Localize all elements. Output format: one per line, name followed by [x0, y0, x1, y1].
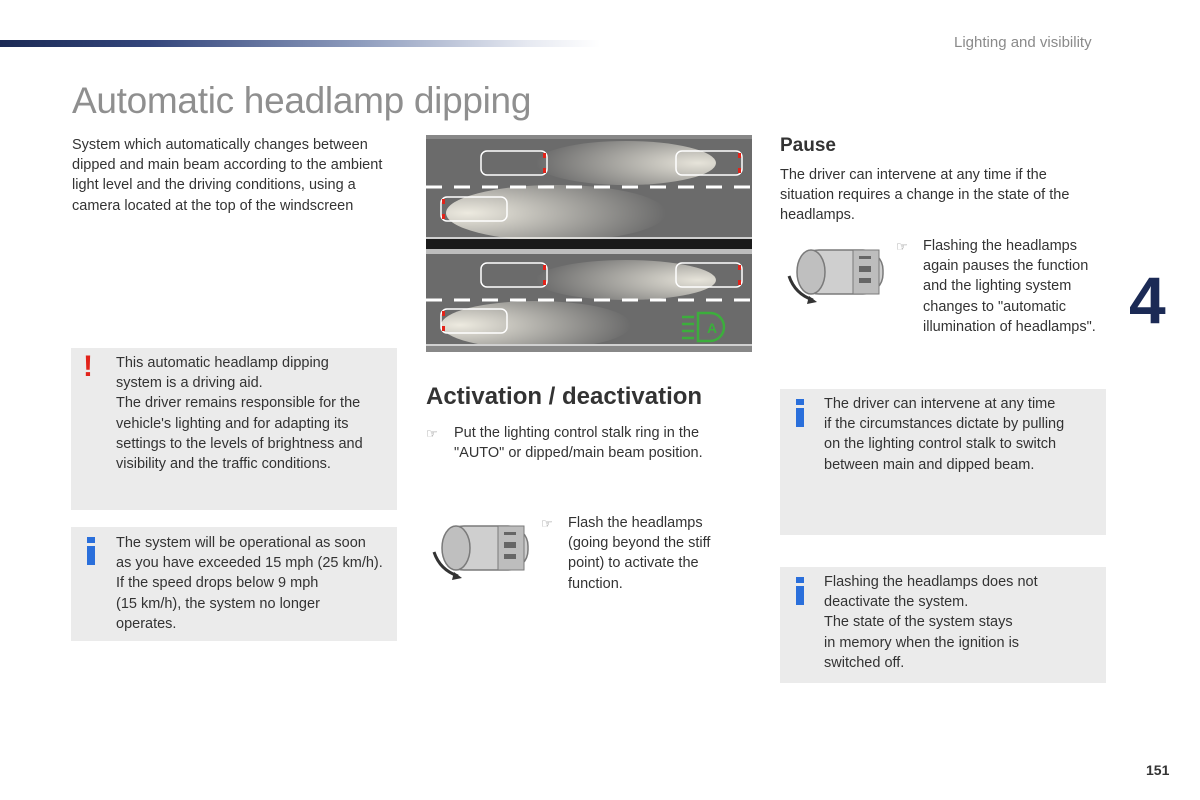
intro-paragraph: System which automatically changes between dipped and main beam according to the ambient light level and the driving conditions, using a camera located at the top of the windscreen — [72, 137, 383, 214]
info-line: The state of the system stays — [824, 614, 1013, 631]
info-line: switched off. — [824, 654, 905, 671]
pause-step-line: again pauses the function — [923, 258, 1089, 275]
info-intervene-text — [824, 394, 1104, 475]
pause-step-line: and the lighting system — [923, 278, 1072, 295]
road-diagram — [426, 135, 752, 352]
info-line: (15 km/h), the system no longer — [116, 595, 320, 612]
pause-step-line: changes to "automatic — [923, 298, 1066, 315]
warning-text — [116, 353, 396, 474]
activation-step1 — [454, 423, 734, 463]
step-line: "AUTO" or dipped/main beam position. — [454, 445, 703, 462]
chapter-number: 4 — [1129, 263, 1166, 337]
info-line: deactivate the system. — [824, 594, 969, 611]
info-line: operates. — [116, 615, 177, 632]
info-line: between main and dipped beam. — [824, 456, 1035, 473]
pause-line: situation requires a change in the state of the — [780, 187, 1070, 204]
info-box-speed — [71, 527, 397, 641]
info-line: on the lighting control stalk to switch — [824, 436, 1057, 453]
warning-line: visibility and the traffic conditions. — [116, 456, 331, 473]
warning-line: settings to the levels of brightness and — [116, 435, 363, 452]
step-line: Flash the headlamps — [568, 515, 703, 531]
info-line: if the circumstances dictate by pulling — [824, 416, 1065, 433]
lighting-stalk-illustration — [428, 518, 532, 580]
pause-title: Pause — [780, 135, 836, 156]
info-line: The system will be operational as soon — [116, 535, 366, 551]
info-memory-text — [824, 572, 1104, 673]
pause-intro — [780, 165, 1110, 226]
pause-line: The driver can intervene at any time if the — [780, 167, 1047, 183]
info-box-memory — [780, 567, 1106, 683]
bullet-icon: ☞ — [426, 426, 438, 441]
activation-step2 — [568, 513, 738, 594]
warning-line: The driver remains responsible for the — [116, 395, 361, 412]
step-line: function. — [568, 575, 623, 592]
info-line: The driver can intervene at any time — [824, 396, 1056, 412]
info-line: If the speed drops below 9 mph — [116, 575, 319, 592]
info-line: as you have exceeded 15 mph (25 km/h). — [116, 555, 383, 572]
info-icon — [87, 537, 95, 565]
info-icon — [796, 577, 804, 605]
info-icon — [796, 399, 804, 427]
pause-step — [923, 236, 1113, 337]
info-box-intervene — [780, 389, 1106, 535]
info-line: Flashing the headlamps does not — [824, 574, 1038, 590]
bullet-icon: ☞ — [896, 239, 908, 254]
page-title: Automatic headlamp dipping — [72, 80, 532, 121]
indicator-letter: A — [707, 320, 718, 336]
warning-line: system is a driving aid. — [116, 375, 263, 392]
info-speed-text — [116, 533, 396, 634]
activation-title: Activation / deactivation — [426, 383, 703, 410]
warning-line: vehicle's lighting and for adapting its — [116, 415, 349, 432]
step-line: (going beyond the stiff — [568, 535, 711, 552]
pause-line: headlamps. — [780, 207, 855, 224]
pause-step-line: illumination of headlamps". — [923, 318, 1096, 335]
page-number: 151 — [1146, 762, 1170, 778]
pause-step-line: Flashing the headlamps — [923, 238, 1077, 254]
section-title: Lighting and visibility — [954, 34, 1092, 51]
step-line: Put the lighting control stalk ring in the — [454, 425, 700, 441]
warning-icon: ! — [83, 350, 93, 383]
lighting-stalk-illustration-pause — [783, 242, 887, 304]
step-line: point) to activate the — [568, 555, 699, 572]
header-gradient-bar — [0, 40, 600, 47]
info-line: in memory when the ignition is — [824, 634, 1020, 651]
warning-box — [71, 348, 397, 510]
warning-line: This automatic headlamp dipping — [116, 355, 329, 371]
bullet-icon: ☞ — [541, 516, 553, 531]
